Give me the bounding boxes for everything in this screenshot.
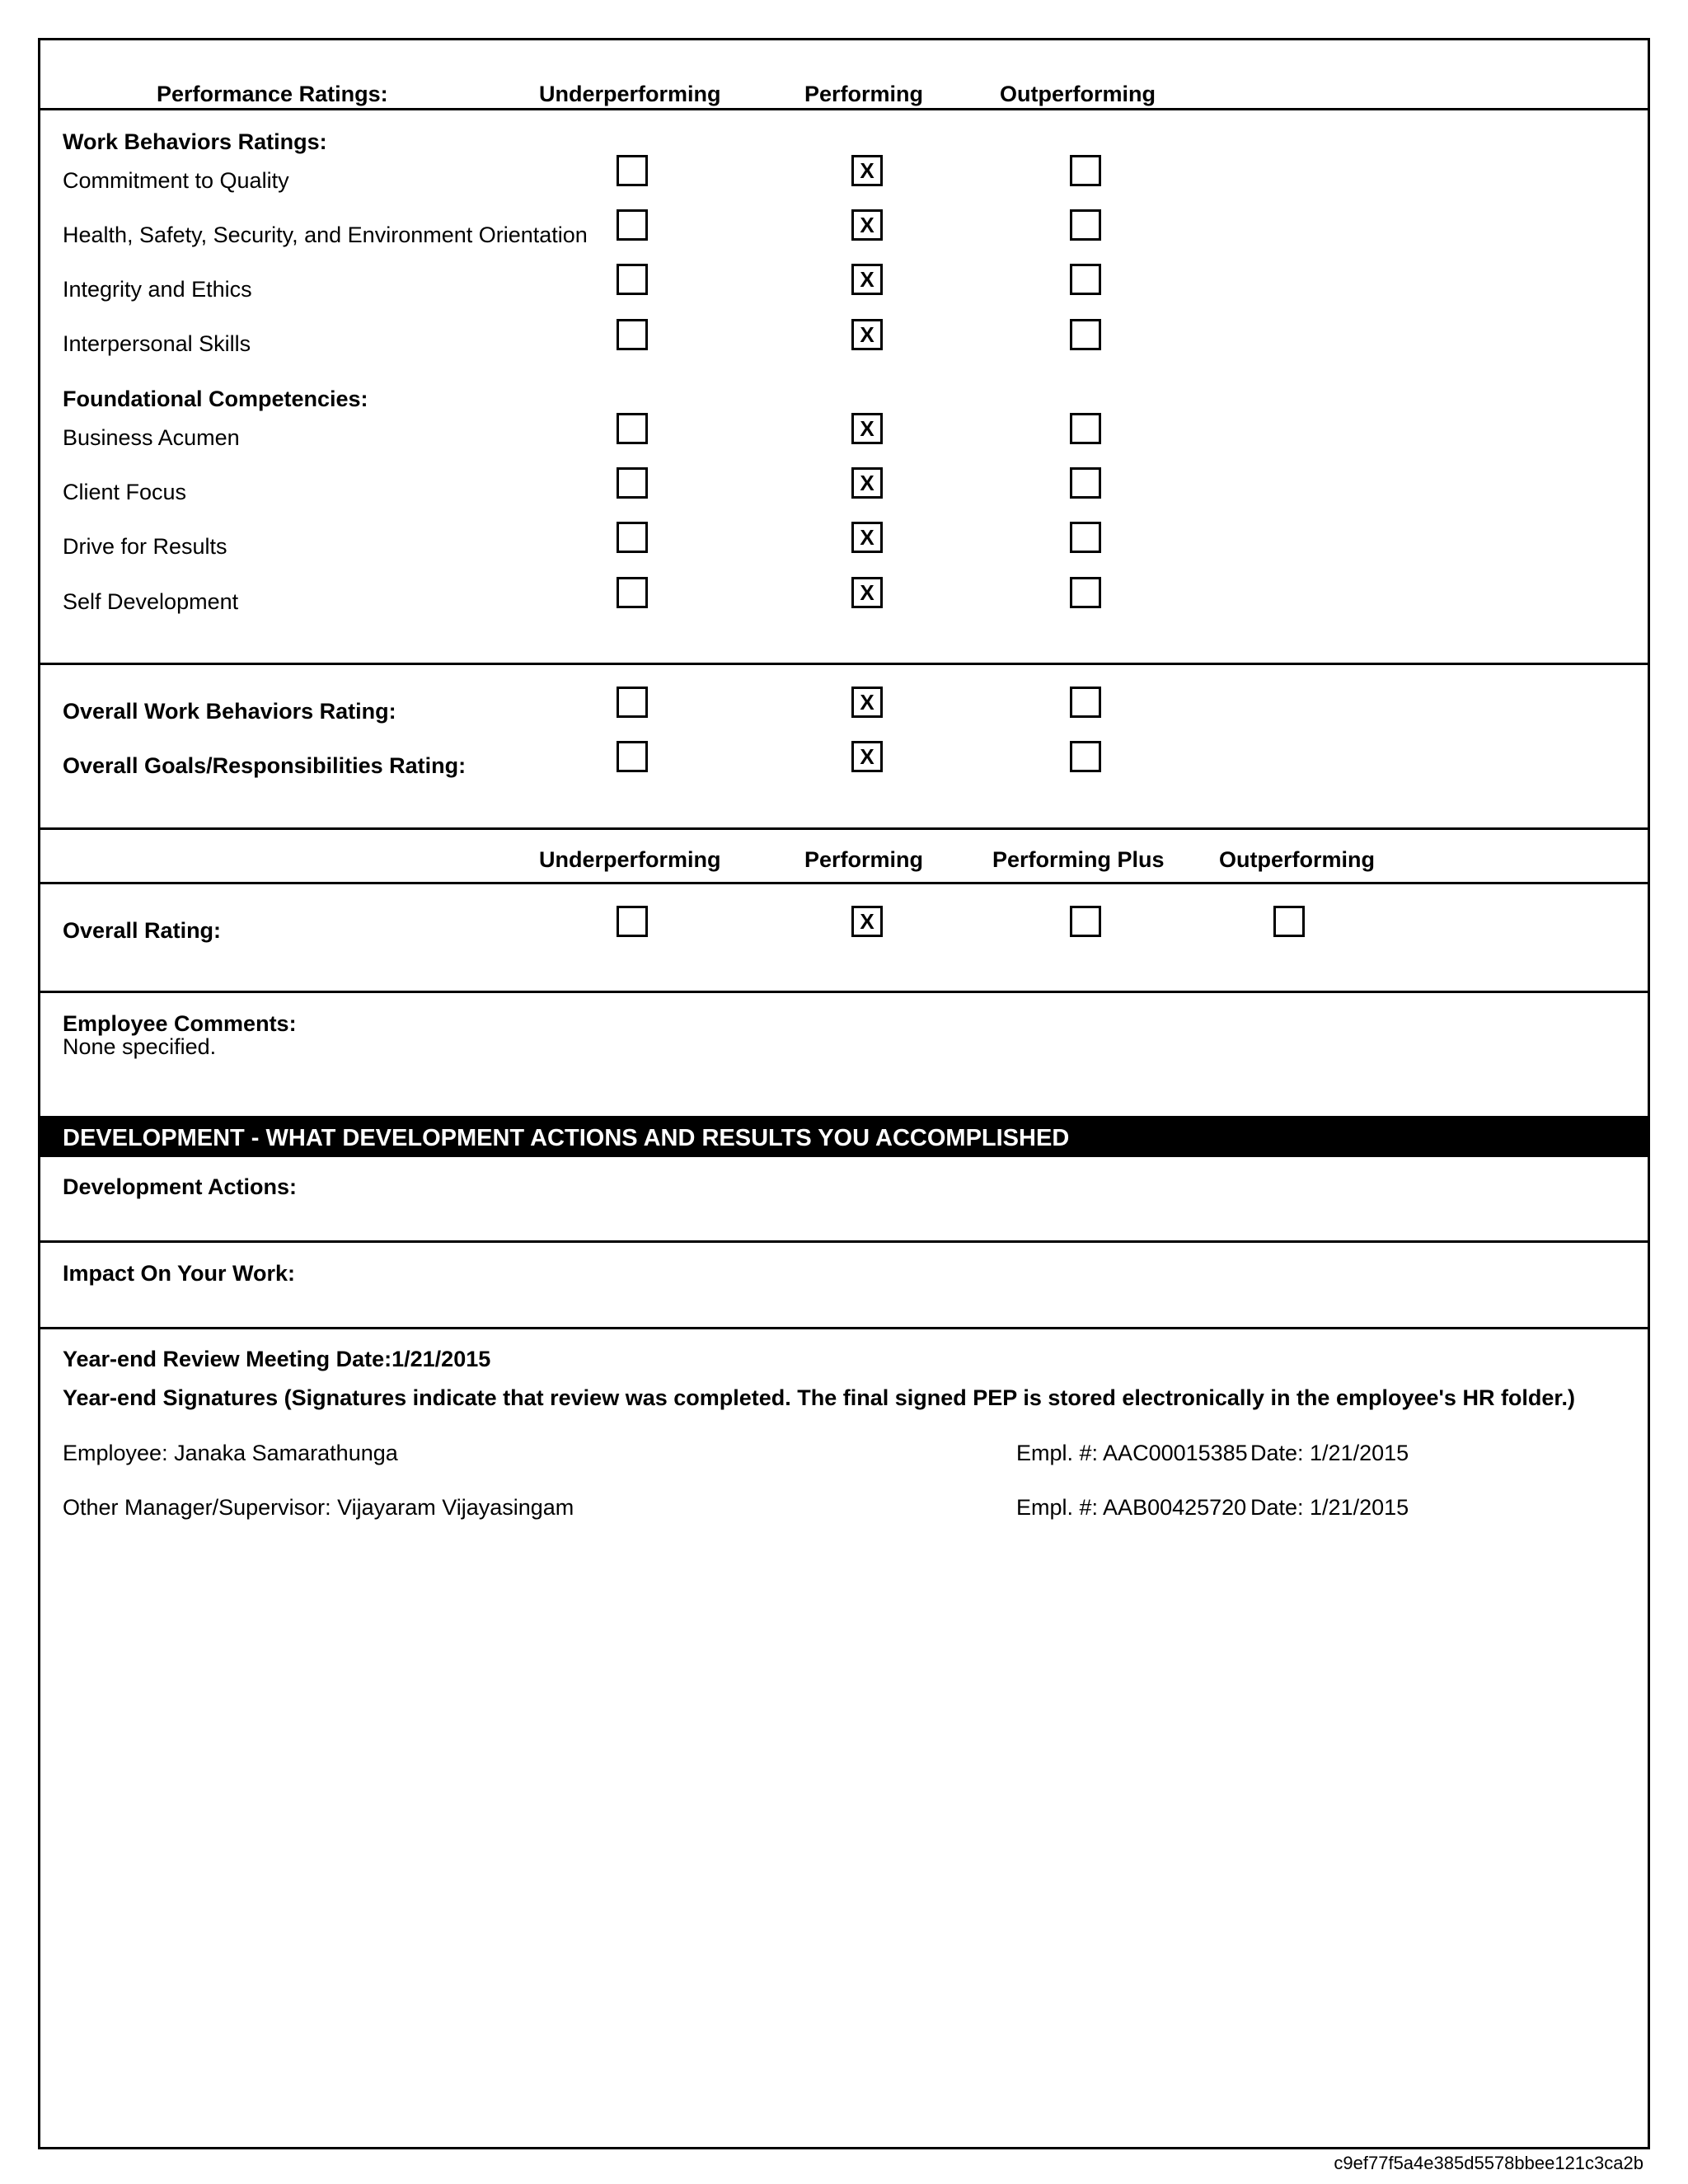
underperforming-checkbox[interactable] (617, 467, 648, 499)
outperforming-checkbox[interactable] (1070, 467, 1101, 499)
foundational-competencies-heading: Foundational Competencies: (63, 387, 368, 411)
rating-row-label: Client Focus (63, 480, 187, 504)
outperforming-checkbox[interactable] (1070, 264, 1101, 295)
rating-row-label: Health, Safety, Security, and Environment Orientation (63, 223, 588, 247)
rating-row-label: Commitment to Quality (63, 168, 289, 193)
year-end-meeting-label: Year-end Review Meeting Date: (63, 1347, 392, 1371)
underperforming-checkbox[interactable] (617, 264, 648, 295)
rating-row-label: Drive for Results (63, 534, 227, 559)
underperforming-checkbox[interactable] (617, 687, 648, 718)
performing-checkbox[interactable]: X (851, 522, 883, 553)
signer-name: Other Manager/Supervisor: Vijayaram Vijayasingam (63, 1495, 574, 1520)
performing-checkbox[interactable]: X (851, 687, 883, 718)
column-header-performing: Performing (804, 82, 924, 106)
outperforming-checkbox[interactable] (1070, 155, 1101, 186)
outperforming-checkbox[interactable] (1070, 413, 1101, 444)
divider (38, 991, 1650, 993)
overall-work-behaviors-label: Overall Work Behaviors Rating: (63, 699, 396, 724)
column-header-outperforming: Outperforming (1000, 82, 1156, 106)
underperforming-checkbox[interactable] (617, 741, 648, 772)
outperforming-checkbox[interactable] (1070, 319, 1101, 350)
overall-header-performing-plus: Performing Plus (992, 847, 1165, 872)
signer-date: Date: 1/21/2015 (1250, 1495, 1409, 1520)
outperforming-checkbox[interactable] (1070, 209, 1101, 241)
underperforming-checkbox[interactable] (617, 155, 648, 186)
divider (38, 108, 1650, 110)
divider (38, 663, 1650, 665)
development-section-banner (38, 1116, 1650, 1157)
divider (38, 1327, 1650, 1329)
overall-goals-label: Overall Goals/Responsibilities Rating: (63, 753, 467, 778)
performing-checkbox[interactable]: X (851, 467, 883, 499)
development-actions-label: Development Actions: (63, 1174, 298, 1199)
performing-checkbox[interactable]: X (851, 264, 883, 295)
performing-plus-checkbox[interactable] (1070, 906, 1101, 937)
outperforming-checkbox[interactable] (1070, 741, 1101, 772)
outperforming-checkbox[interactable] (1273, 906, 1305, 937)
performance-ratings-label: Performance Ratings: (157, 82, 388, 106)
development-banner-text: DEVELOPMENT - WHAT DEVELOPMENT ACTIONS AND RESULTS YOU ACCOMPLISHED (63, 1125, 1070, 1151)
overall-header-outperforming: Outperforming (1219, 847, 1375, 872)
employee-comments-value: None specified. (63, 1034, 217, 1059)
impact-on-work-label: Impact On Your Work: (63, 1261, 296, 1286)
outperforming-checkbox[interactable] (1070, 522, 1101, 553)
performing-checkbox[interactable]: X (851, 155, 883, 186)
overall-header-underperforming: Underperforming (539, 847, 721, 872)
performing-checkbox[interactable]: X (851, 577, 883, 608)
underperforming-checkbox[interactable] (617, 522, 648, 553)
form-frame (38, 38, 1650, 2149)
signer-name: Employee: Janaka Samarathunga (63, 1441, 398, 1465)
rating-row-label: Business Acumen (63, 425, 240, 450)
underperforming-checkbox[interactable] (617, 906, 648, 937)
rating-row-label: Interpersonal Skills (63, 331, 251, 356)
performing-checkbox[interactable]: X (851, 319, 883, 350)
document-hash: c9ef77f5a4e385d5578bbee121c3ca2b (1334, 2153, 1643, 2173)
overall-header-performing: Performing (804, 847, 924, 872)
performing-checkbox[interactable]: X (851, 906, 883, 937)
employee-comments-label: Employee Comments: (63, 1011, 297, 1036)
divider (38, 882, 1650, 884)
year-end-meeting-date-value: 1/21/2015 (392, 1347, 491, 1371)
year-end-meeting-date (63, 1348, 490, 1371)
divider (38, 827, 1650, 830)
outperforming-checkbox[interactable] (1070, 577, 1101, 608)
overall-rating-label: Overall Rating: (63, 918, 222, 943)
outperforming-checkbox[interactable] (1070, 687, 1101, 718)
underperforming-checkbox[interactable] (617, 319, 648, 350)
signer-employee-number: Empl. #: AAB00425720 (1016, 1495, 1247, 1520)
signer-date: Date: 1/21/2015 (1250, 1441, 1409, 1465)
underperforming-checkbox[interactable] (617, 577, 648, 608)
performing-checkbox[interactable]: X (851, 741, 883, 772)
year-end-signatures-text: Year-end Signatures (Signatures indicate that review was completed. The final signed PEP is stored electronically in the employee's HR folder.) (63, 1385, 1575, 1410)
rating-row-label: Self Development (63, 589, 239, 614)
column-header-underperforming: Underperforming (539, 82, 721, 106)
underperforming-checkbox[interactable] (617, 413, 648, 444)
rating-row-label: Integrity and Ethics (63, 277, 252, 302)
performing-checkbox[interactable]: X (851, 413, 883, 444)
underperforming-checkbox[interactable] (617, 209, 648, 241)
performing-checkbox[interactable]: X (851, 209, 883, 241)
divider (38, 1240, 1650, 1243)
work-behaviors-heading: Work Behaviors Ratings: (63, 129, 327, 154)
signer-employee-number: Empl. #: AAC00015385 (1016, 1441, 1248, 1465)
